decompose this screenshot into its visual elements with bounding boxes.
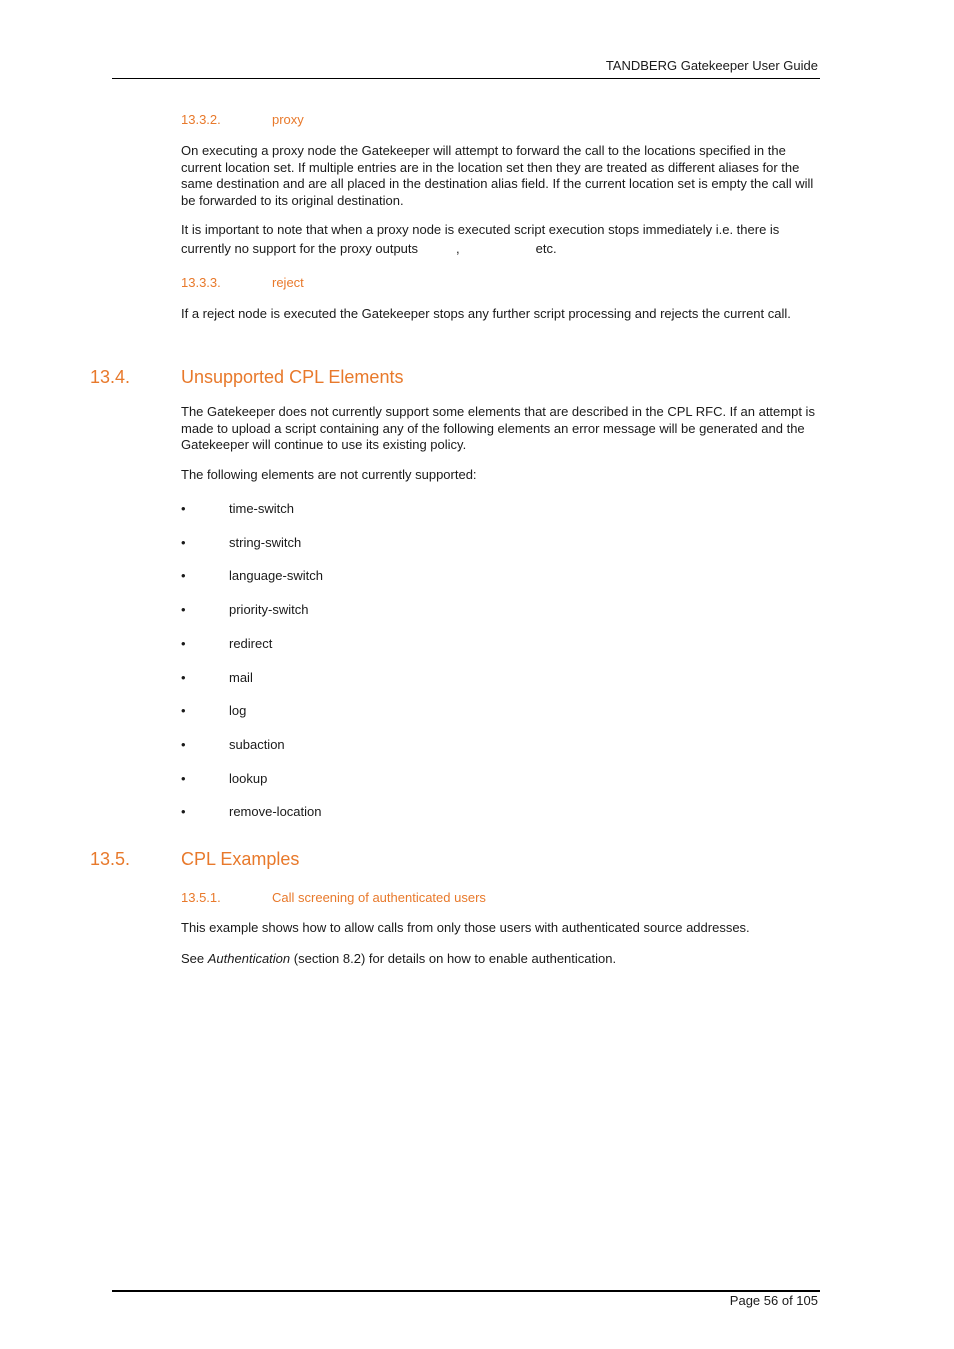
section-number: 13.3.2. [181, 112, 221, 127]
paragraph-reject-description: If a reject node is executed the Gatekeeper stops any further script processing and rejects the current call. [181, 306, 791, 321]
section-heading-13-3-2 [181, 112, 581, 130]
paragraph-proxy-description: On executing a proxy node the Gatekeeper will attempt to forward the call to the locations specified in the current location set. If multiple entries are in the location set then they are treated as different aliases for the same destination and are all placed in the destination alias field. If the current location set is empty the call will be forwarded to its original destination. [181, 143, 814, 208]
bullet-icon: • [181, 535, 186, 550]
list-item-label: subaction [229, 737, 285, 752]
section-title: Call screening of authenticated users [272, 890, 486, 905]
section-heading-13-4 [90, 367, 590, 391]
bullet-icon: • [181, 636, 186, 651]
proxy-note-etc: etc. [535, 240, 557, 256]
bullet-icon: • [181, 737, 186, 752]
section-number: 13.3.3. [181, 275, 221, 290]
section-title: proxy [272, 112, 304, 127]
header-rule [112, 78, 820, 79]
proxy-note-text: currently no support for the proxy outputs [181, 240, 419, 256]
bullet-icon: • [181, 602, 186, 617]
section-heading-13-3-3 [181, 275, 581, 293]
page-number: Page 56 of 105 [729, 1293, 818, 1308]
bullet-icon: • [181, 568, 186, 583]
paragraph-call-screening-description: This example shows how to allow calls from only those users with authenticated source addresses. [181, 920, 750, 935]
list-item-label: mail [229, 670, 253, 685]
bullet-icon: • [181, 804, 186, 819]
section-title: reject [272, 275, 304, 290]
list-item-label: string-switch [229, 535, 302, 550]
paragraph-proxy-note [181, 222, 821, 257]
footer-rule [112, 1290, 820, 1292]
paragraph-see-authentication [181, 951, 821, 968]
list-item-label: lookup [229, 771, 268, 786]
section-title: CPL Examples [181, 849, 300, 869]
list-item-label: remove-location [229, 804, 322, 819]
bullet-icon: • [181, 771, 186, 786]
paragraph-unsupported-list-intro: The following elements are not currently supported: [181, 467, 477, 482]
see-text: See [181, 951, 208, 966]
running-header: TANDBERG Gatekeeper User Guide [605, 58, 818, 73]
proxy-note-line-2 [181, 241, 821, 258]
bullet-icon: • [181, 670, 186, 685]
bullet-icon: • [181, 703, 186, 718]
section-number: 13.5.1. [181, 890, 221, 905]
section-title: Unsupported CPL Elements [181, 367, 404, 387]
authentication-reference: Authentication [207, 951, 291, 966]
section-number: 13.4. [90, 367, 131, 387]
see-text-rest: (section 8.2) for details on how to enable authentication. [290, 951, 617, 966]
section-number: 13.5. [90, 849, 131, 869]
list-item-label: log [229, 703, 247, 718]
list-item-label: language-switch [229, 568, 323, 583]
bullet-icon: • [181, 501, 186, 516]
list-item-label: priority-switch [229, 602, 309, 617]
proxy-note-line-1: It is important to note that when a proxy node is executed script execution stops immediately i.e. there is [181, 222, 780, 237]
paragraph-unsupported-intro: The Gatekeeper does not currently support some elements that are described in the CPL RFC. If an attempt is made to upload a script containing any of the following elements an error message will be generated and the Gatekeeper will continue to use its existing policy. [181, 404, 815, 452]
section-heading-13-5-1 [181, 890, 681, 908]
list-item-label: time-switch [229, 501, 295, 516]
section-heading-13-5 [90, 849, 590, 873]
list-item-label: redirect [229, 636, 273, 651]
proxy-note-comma: , [456, 240, 460, 256]
